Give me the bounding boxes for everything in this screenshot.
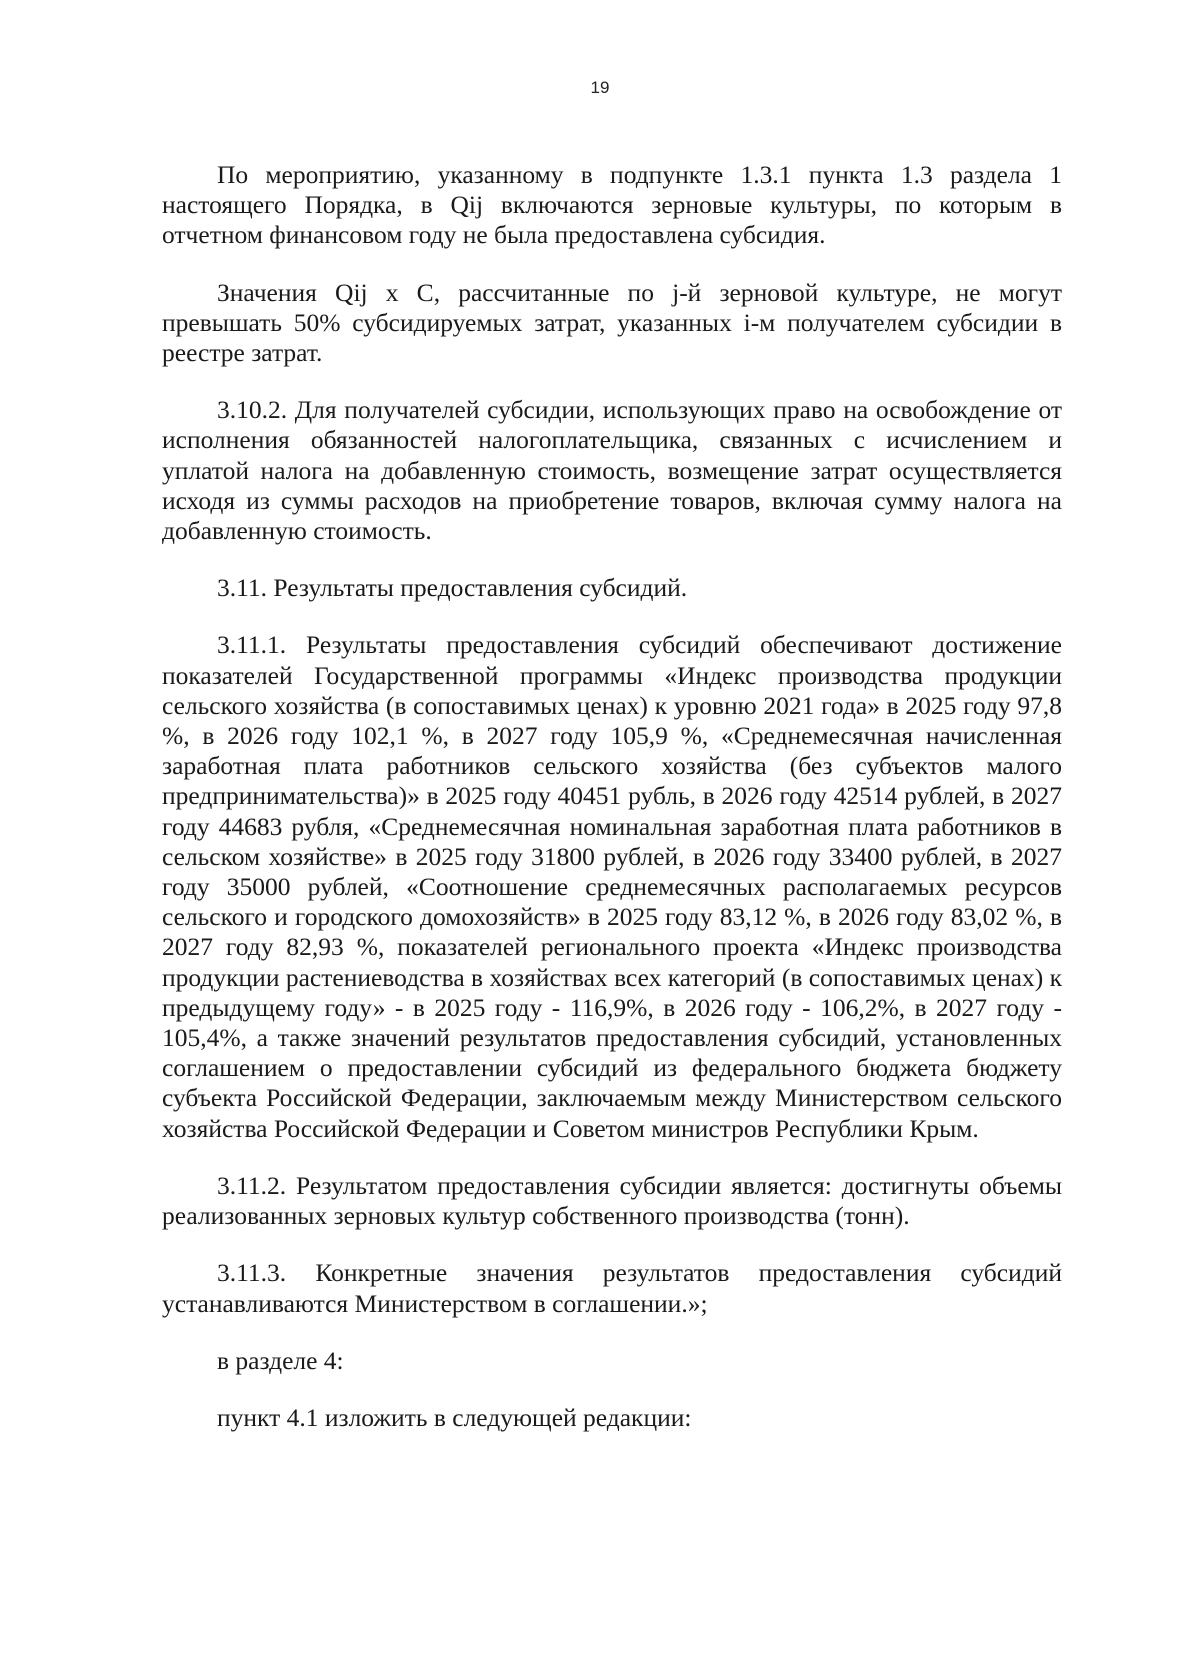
paragraph-3-10-2: 3.10.2. Для получателей субсидии, использующих право на освобождение от исполнения обязанностей налогоплательщика, связанных с исчислением и уплатой налога на добавленную стоимость, возмещение затрат осуществляется исходя из суммы расходов на приобретение товаров, включая сумму налога на добавленную стоимость. — [162, 395, 1062, 546]
paragraph-3-11-1: 3.11.1. Результаты предоставления субсидий обеспечивают достижение показателей Государственной программы «Индекс производства продукции сельского хозяйства (в сопоставимых ценах) к уровню 2021 года» в 2025 году 97,8 %, в 2026 году 102,1 %, в 2027 году 105,9 %, «Среднемесячная начисленная заработная плата работников сельского хозяйства (без субъектов малого предпринимательства)» в 2025 году 40451 рубль, в 2026 году 42514 рублей, в 2027 году 44683 рубля, «Среднемесячная номинальная заработная плата работников в сельском хозяйстве» в 2025 году 31800 рублей, в 2026 году 33400 рублей, в 2027 году 35000 рублей, «Соотношение среднемесячных располагаемых ресурсов сельского и городского домохозяйств» в 2025 году 83,12 %, в 2026 году 83,02 %, в 2027 году 82,93 %, показателей регионального проекта «Индекс производства продукции растениеводства в хозяйствах всех категорий (в сопоставимых ценах) к предыдущему году» - в 2025 году - 116,9%, в 2026 году - 106,2%, в 2027 году - 105,4%, а также значений результатов предоставления субсидий, установленных соглашением о предоставлении субсидий из федерального бюджета бюджету субъекта Российской Федерации, заключаемым между Министерством сельского хозяйства Российской Федерации и Советом министров Республики Крым. — [162, 630, 1062, 1143]
paragraph-point-4-1: пункт 4.1 изложить в следующей редакции: — [217, 1402, 692, 1432]
paragraph-qij-inclusion: По мероприятию, указанному в подпункте 1.3.1 пункта 1.3 раздела 1 настоящего Порядка, в Qij включаются зерновые культуры, по которым в отчетном финансовом году не была предоставлена субсидия. — [162, 160, 1062, 250]
document-body — [162, 160, 1062, 1460]
paragraph-3-11-3: 3.11.3. Конкретные значения результатов предоставления субсидий устанавливаются Министерством в соглашении.»; — [162, 1258, 1062, 1318]
paragraph-3-11-2: 3.11.2. Результатом предоставления субсидии является: достигнуты объемы реализованных зерновых культур собственного производства (тонн). — [162, 1170, 1062, 1231]
paragraph-3-11: 3.11. Результаты предоставления субсидий. — [217, 573, 688, 603]
paragraph-qij-limit: Значения Qij х С, рассчитанные по j-й зерновой культуре, не могут превышать 50% субсидируемых затрат, указанных i-м получателем субсидии в реестре затрат. — [162, 277, 1062, 368]
page-number: 19 — [590, 78, 610, 97]
paragraph-section-4: в разделе 4: — [217, 1345, 344, 1375]
